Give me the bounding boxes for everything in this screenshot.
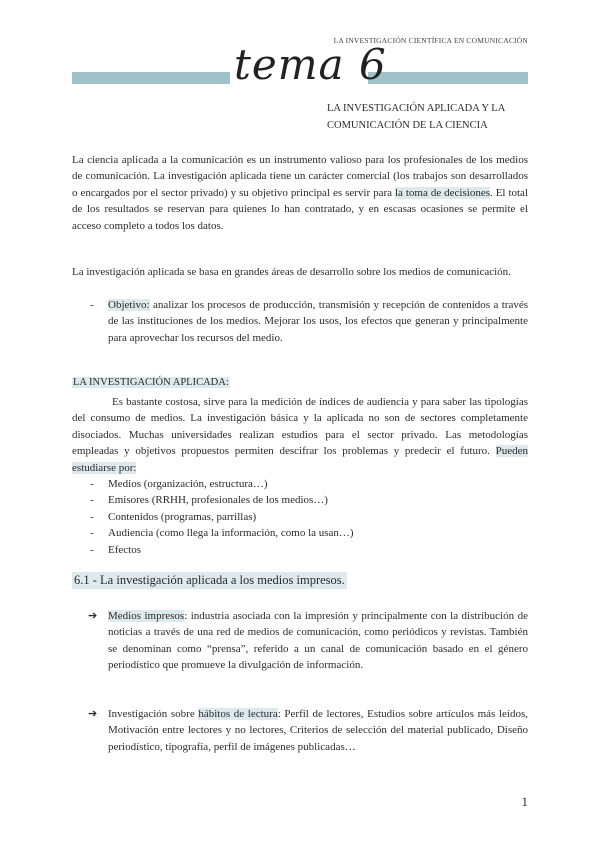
habitos-body: : Perfil de lectores, Estudios sobre artículos más leídos, Motivación entre lectores y no lectores, Criterios de selección del material publicado, Diseño periodístico, tipografía, perfil de imágenes publicadas…: [108, 708, 528, 753]
objetivo-label: Objetivo:: [108, 299, 150, 311]
intro-text-b: . El total de los resultados se reservan para quienes lo han contratado, y en escasas ocasiones se permite el acceso completo a todos los datos.: [72, 186, 528, 232]
dash-bullet-icon: -: [90, 510, 94, 523]
title-band-right: [368, 72, 528, 84]
medios-impresos-label: Medios impresos: [108, 610, 185, 622]
bullet-habitos-lectura: [88, 706, 528, 755]
objetivo-text: [108, 297, 528, 346]
chapter-subtitle: [327, 100, 537, 134]
list-item-text: Medios (organización, estructura…): [108, 478, 268, 490]
highlight-pueden-estudiarse: Pueden estudiarse por:: [72, 445, 528, 474]
dash-bullet-icon: -: [90, 527, 94, 540]
section1-paragraph: [72, 394, 528, 476]
list-item-text: Contenidos (programas, parrillas): [108, 510, 257, 523]
list-item-text: Efectos: [108, 543, 141, 556]
dash-bullet-icon: -: [90, 543, 94, 556]
subtitle-line-1: LA INVESTIGACIÓN APLICADA Y LA: [327, 103, 506, 114]
subtitle-line-2: COMUNICACIÓN DE LA CIENCIA: [327, 120, 488, 131]
list-item: [90, 476, 528, 492]
arrow-bullet-icon: ➔: [88, 708, 98, 720]
list-item-text: Audiencia (como llega la información, como la usan…): [108, 527, 354, 540]
list-item: [90, 509, 528, 525]
chapter-title: tema 6: [234, 40, 387, 89]
page-number: 1: [521, 794, 528, 809]
title-band-left: [72, 72, 230, 84]
highlight-toma-decisiones: la toma de decisiones: [394, 186, 490, 199]
objetivo-item: [90, 297, 528, 346]
list-item: [90, 542, 528, 558]
intro-paragraph-2: La investigación aplicada se basa en grandes áreas de desarrollo sobre los medios de comunicación.: [72, 266, 511, 278]
intro-text-a: La ciencia aplicada a la comunicación es un instrumento valioso para los profesionales de los medios de comunicación. La investigación aplicada tiene un carácter comercial (los trabajos son desarrollados o encargados por el sector privado) y su objetivo principal es servir para: [72, 154, 528, 199]
section1-text: Es bastante costosa, sirve para la medición de índices de audiencia y para saber las tipologías del consumo de medios. La investigación básica y la aplicada no son de sectores completamente disociados. Muchas universidades realizan estudios para el sector privado. Las metodologías empleadas y objetivos propuestos permiten descifrar los problemas y predecir el futuro.: [72, 396, 528, 458]
intro-paragraph-1: [72, 152, 528, 234]
arrow-bullet-icon: ➔: [88, 610, 98, 622]
list-item: [90, 492, 528, 508]
running-header: LA INVESTIGACIÓN CIENTÍFICA EN COMUNICACIÓN: [333, 36, 528, 45]
section-label-investigacion-aplicada: LA INVESTIGACIÓN APLICADA:: [73, 377, 229, 388]
habitos-lectura-label: hábitos de lectura: [198, 708, 278, 720]
list-item-text: Emisores (RRHH, profesionales de los medios…): [108, 494, 328, 507]
medios-impresos-text: [108, 608, 528, 674]
list-item: [90, 525, 528, 541]
habitos-lectura-text: [108, 706, 528, 755]
section-heading-6-1: 6.1 - La investigación aplicada a los medios impresos.: [74, 573, 345, 587]
dash-bullet-icon: -: [90, 494, 94, 507]
bullet-medios-impresos: [88, 608, 528, 674]
objetivo-body: analizar los procesos de producción, transmisión y recepción de contenidos a través de las instituciones de los medios. Mejorar los usos, los efectos que generan y principalmente para aprovechar los recursos del medio.: [108, 299, 528, 344]
dash-bullet-icon: -: [90, 299, 94, 311]
objetivo-list: [90, 297, 528, 346]
study-areas-list: [90, 476, 528, 558]
dash-bullet-icon: -: [90, 478, 94, 490]
habitos-pre: Investigación sobre: [108, 708, 199, 720]
medios-impresos-body: : industria asociada con la impresión y principalmente con la distribución de noticias a través de una red de medios de comunicación, como periódicos y revistas. También se denominan como “prensa”, referido a un canal de comunicación basado en el género periodístico que promueve la divulgación de información.: [108, 610, 528, 672]
